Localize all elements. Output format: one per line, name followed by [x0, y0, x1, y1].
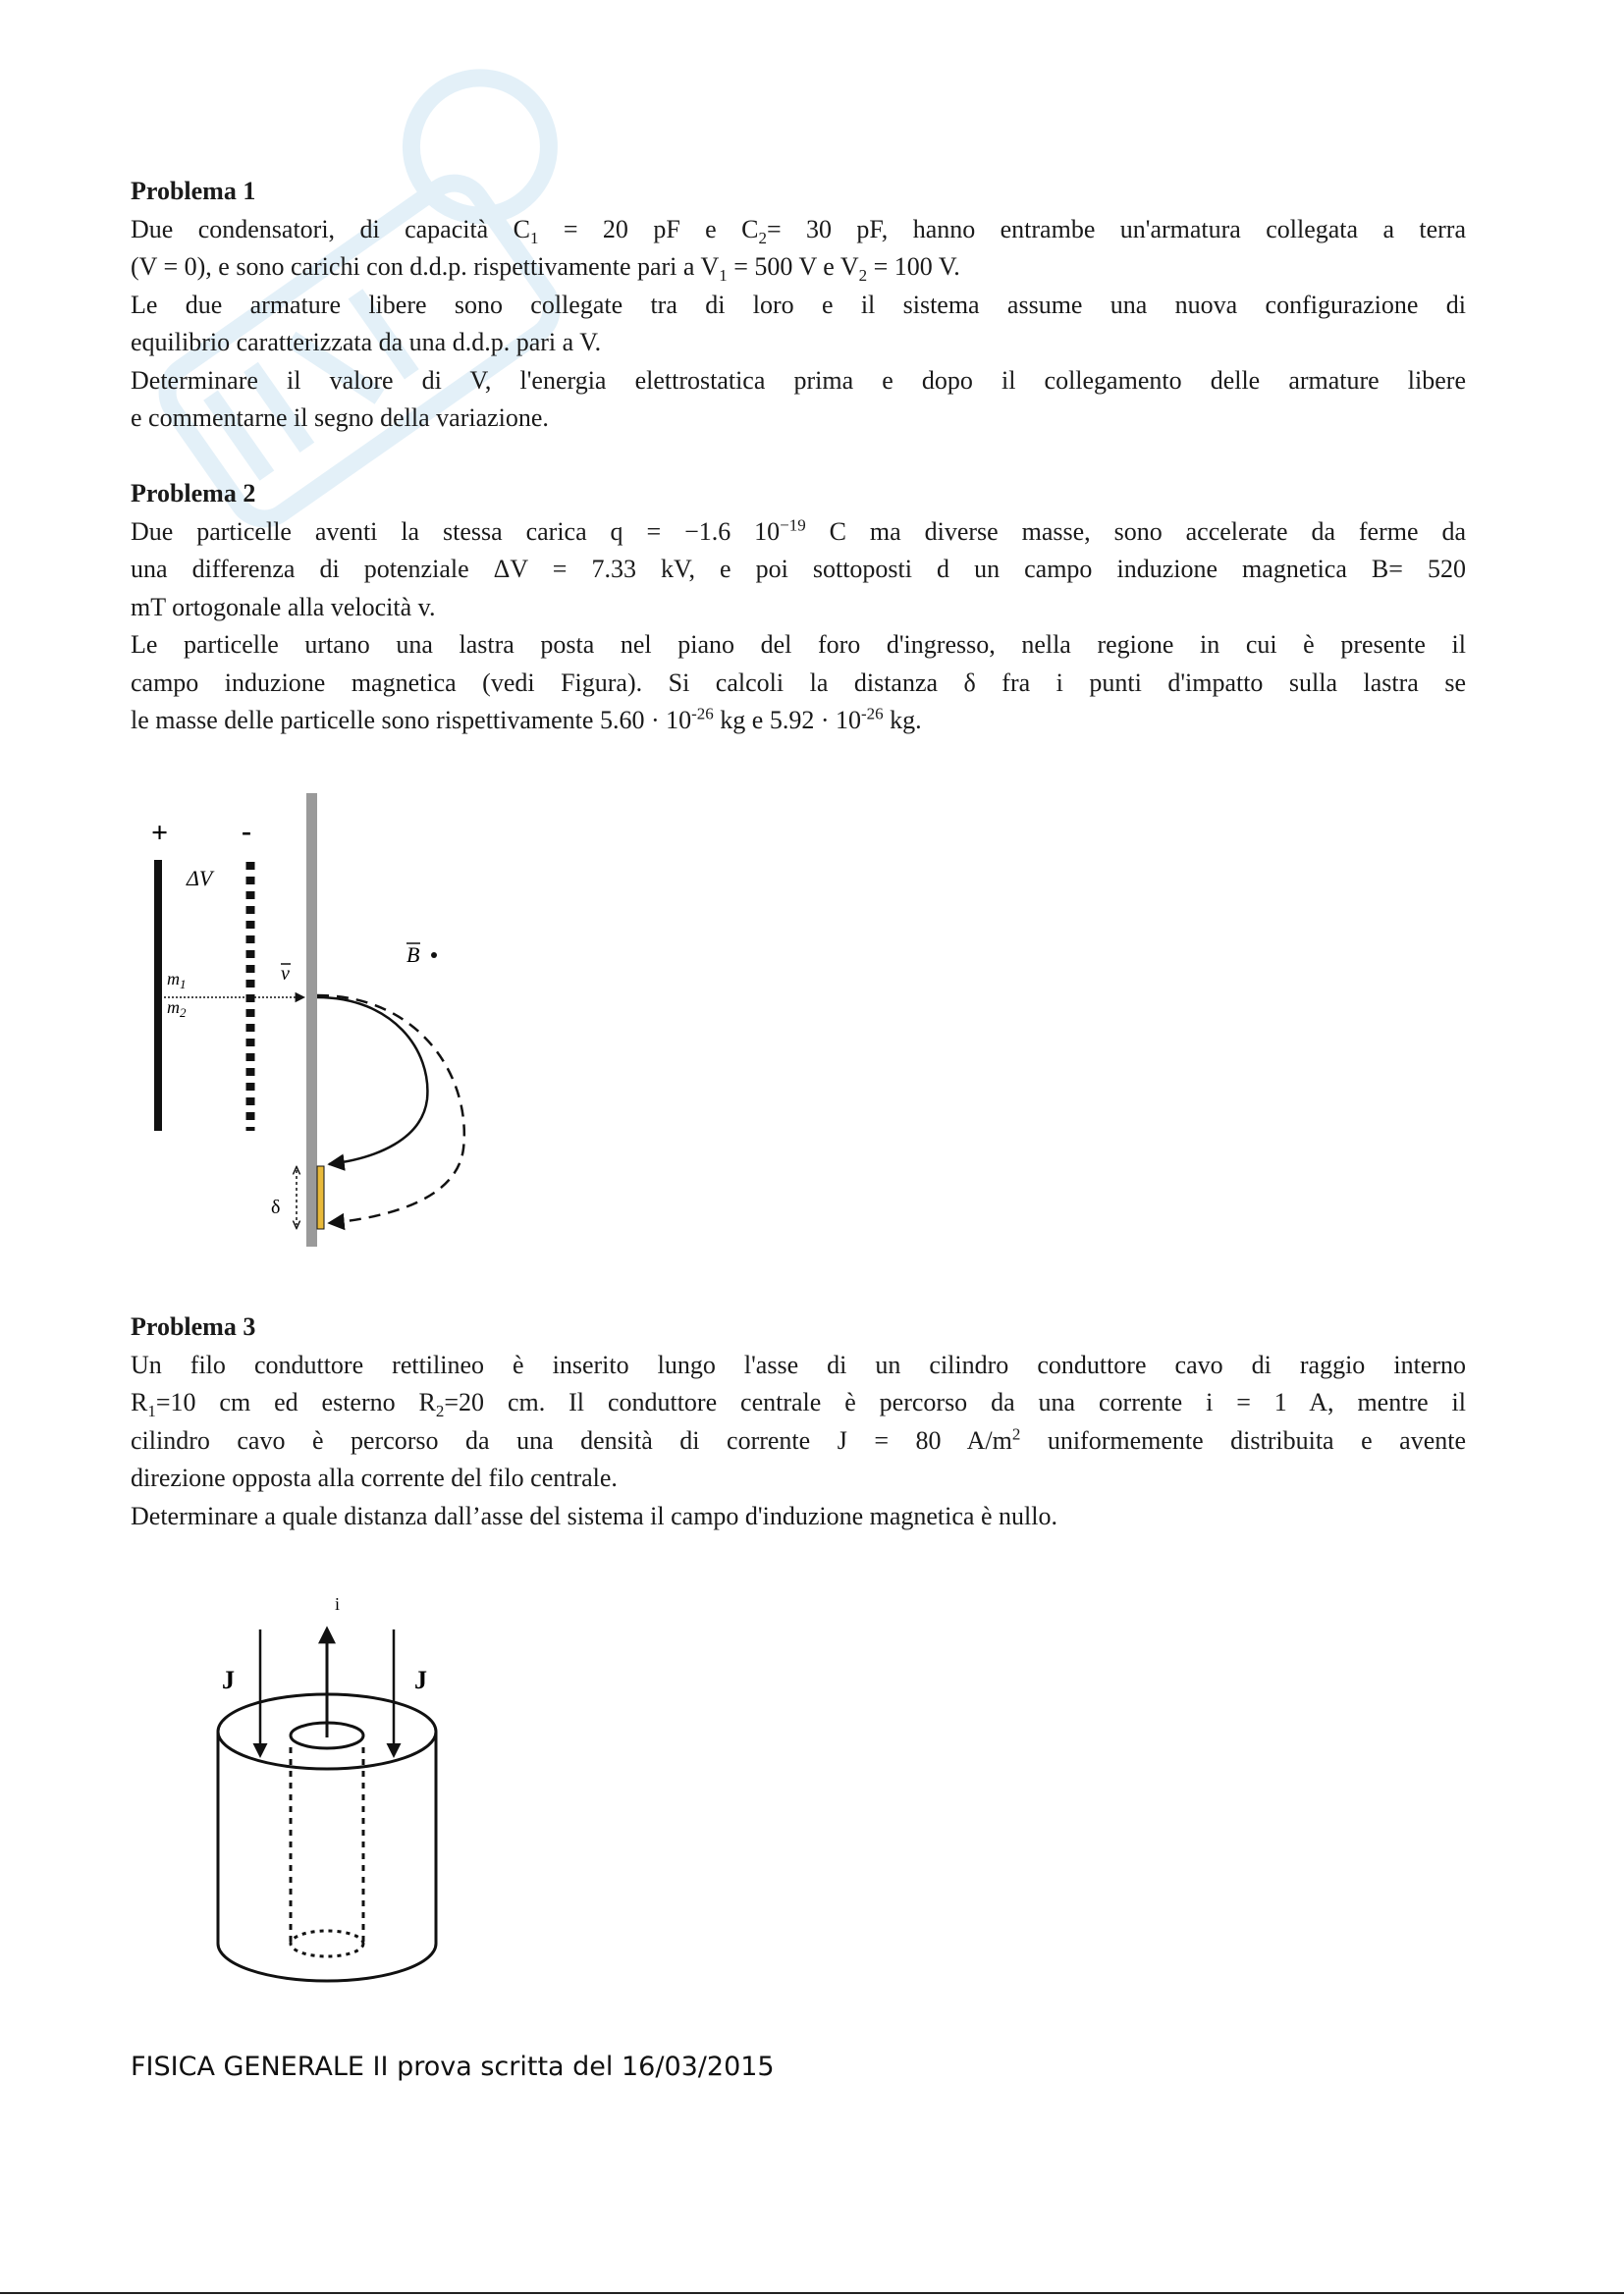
m1-label: $m_1$	[167, 969, 187, 991]
delta-v-label: ΔV	[187, 866, 213, 890]
plus-label: +	[151, 817, 169, 849]
problem-2-line: campo induzione magnetica (vedi Figura). Si calcoli la distanza δ fra i punti d'impatto sulla lastra se	[131, 667, 1466, 697]
figure-mass-spectrometer	[128, 785, 501, 1256]
problem-1	[131, 173, 1466, 438]
b-field-label: B	[406, 942, 420, 967]
problem-2-title: Problema 2	[131, 479, 256, 507]
j-label-right: J	[414, 1666, 427, 1694]
problem-2-line: le masse delle particelle sono rispettivamente $5.60 \cdot 10^{-26}$ kg e $5.92 \cdot 10^{-26}$ kg.	[131, 704, 922, 734]
positive-electrode	[154, 860, 162, 1131]
bottom-divider	[0, 2292, 1624, 2294]
problem-3-line: Determinare a quale distanza dall’asse del sistema il campo d'induzione magnetica è nullo.	[131, 1501, 1057, 1530]
trajectory-m2	[317, 995, 464, 1223]
impact-marker	[317, 1166, 324, 1229]
delta-label: δ	[271, 1197, 281, 1218]
problem-3-line: $R_1=10$ cm ed esterno $R_2=20$ cm. Il conduttore centrale è percorso da una corrente i = 1 A, mentre il	[131, 1388, 1466, 1421]
inner-bottom	[291, 1931, 363, 1956]
problem-3-line: Un filo conduttore rettilineo è inserito lungo l'asse di un cilindro conduttore cavo di raggio interno	[131, 1350, 1466, 1379]
problem-1-line: equilibrio caratterizzata da una d.d.p. pari a V.	[131, 328, 602, 356]
problem-2	[131, 475, 1466, 740]
problem-3	[131, 1308, 1466, 1535]
problem-2-line: mT ortogonale alla velocità v.	[131, 592, 436, 621]
problem-1-title: Problema 1	[131, 177, 256, 205]
problem-1-line: e commentarne il segno della variazione.	[131, 403, 549, 432]
problem-3-line: direzione opposta alla corrente del filo centrale.	[131, 1464, 618, 1492]
problem-1-line: Determinare il valore di V, l'energia elettrostatica prima e dopo il collegamento delle armature libere	[131, 365, 1466, 395]
problem-1-line: (V = 0), e sono carichi con d.d.p. rispettivamente pari a $V_1 = 500$ V e $V_2 = 100$ V.	[131, 252, 960, 286]
trajectory-m1	[317, 997, 427, 1164]
detector-plate	[306, 793, 317, 1247]
problem-3-title: Problema 3	[131, 1312, 256, 1341]
figure-coaxial-cylinder	[177, 1590, 471, 2002]
problem-3-line: cilindro cavo è percorso da una densità di corrente J = 80 $A/m^2$ uniformemente distribuita e avente	[131, 1423, 1467, 1455]
minus-label: -	[242, 815, 251, 847]
b-field-dot	[431, 952, 437, 958]
m2-label: $m_2$	[167, 997, 187, 1020]
problem-2-line: Due particelle aventi la stessa carica q = −1.6 $10^{-19}$ C ma diverse masse, sono accelerate da ferme da	[131, 514, 1466, 546]
exam-footer: FISICA GENERALE II prova scritta del 16/03/2015	[131, 2052, 775, 2082]
current-label-i: i	[335, 1594, 341, 1614]
problem-1-line: Le due armature libere sono collegate tra di loro e il sistema assume una nuova configurazione di	[131, 290, 1466, 319]
j-label-left: J	[222, 1666, 235, 1694]
problem-1-line: Due condensatori, di capacità $C_1 = 20$ pF e $C_2= 30$ pF, hanno entrambe un'armatura collegata a terra	[131, 214, 1467, 247]
problem-2-line: Le particelle urtano una lastra posta nel piano del foro d'ingresso, nella regione in cui è presente il	[131, 630, 1466, 659]
velocity-label: v	[281, 963, 290, 985]
problem-2-line: una differenza di potenziale ΔV = 7.33 kV, e poi sottoposti d un campo induzione magnetica B= 520	[131, 555, 1466, 583]
